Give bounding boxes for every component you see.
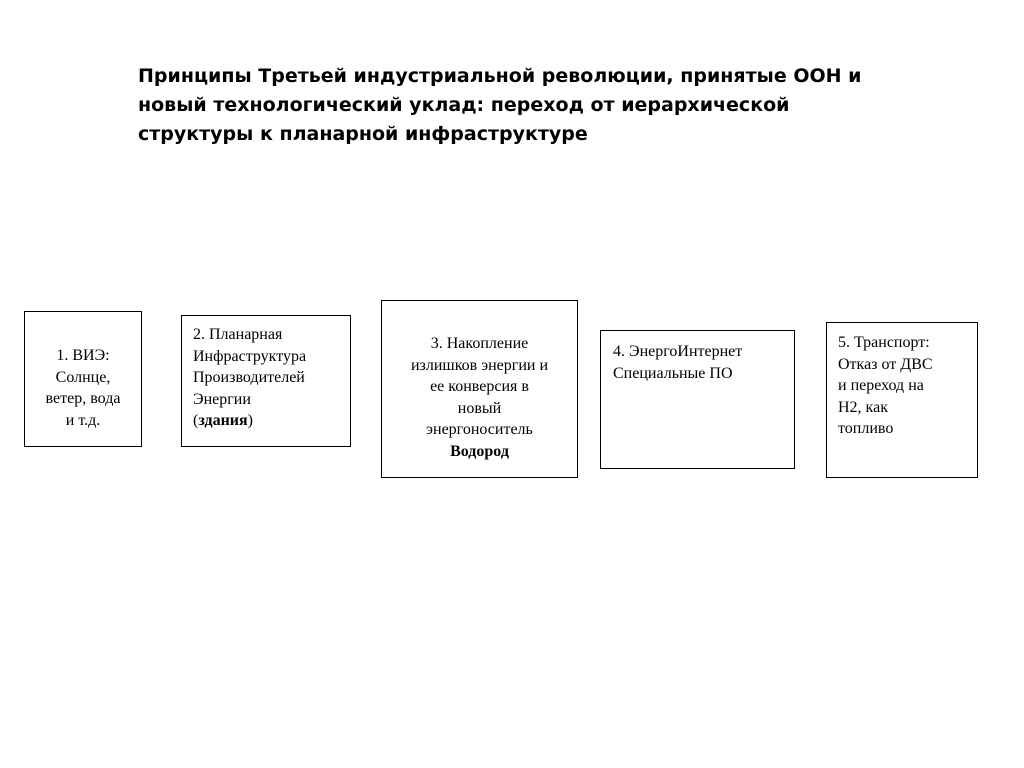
paren-close: ) xyxy=(247,412,253,429)
box-text-line: Специальные ПО xyxy=(613,364,733,382)
box-text-line: Солнце, xyxy=(55,368,111,386)
box-text-line: и т.д. xyxy=(65,411,101,429)
box-text-line: энергоноситель xyxy=(426,421,533,438)
slide-title xyxy=(138,62,918,149)
principle-box-2-planar-infrastructure xyxy=(181,315,351,447)
box-text-line: Отказ от ДВС xyxy=(838,355,933,373)
box-text-line-buildings xyxy=(193,410,350,432)
principle-box-3-energy-storage xyxy=(381,300,578,478)
box-text-line: топливо xyxy=(838,420,894,437)
paren-open: ( xyxy=(193,412,199,429)
bold-word-buildings: здания xyxy=(198,412,248,429)
box-text-line: и переход на xyxy=(838,377,924,394)
slide-title-line: Принципы Третьей индустриальной революции, принятые ООН и xyxy=(138,65,862,87)
box-text-line: излишков энергии и xyxy=(410,356,549,374)
box-text-line: Энергии xyxy=(193,390,251,408)
box-text-line: 5. Транспорт: xyxy=(838,334,930,351)
principle-box-5-transport xyxy=(826,322,978,478)
box-text-line: Инфраструктура xyxy=(193,347,307,365)
box-text-line: новый xyxy=(457,399,502,417)
box-text-line: 3. Накопление xyxy=(430,335,529,352)
box-text-line: 4. ЭнергоИнтернет xyxy=(613,343,743,360)
slide-title-line: структуры к планарной инфраструктуре xyxy=(138,123,588,145)
box-text-line: 1. ВИЭ: xyxy=(56,347,110,364)
box-text-line: ее конверсия в xyxy=(430,378,529,395)
box-text-line: ветер, вода xyxy=(45,390,121,407)
box-text-line: Производителей xyxy=(193,369,305,386)
box-text-line: H2, как xyxy=(838,398,888,416)
slide-title-line: новый технологический уклад: переход от иерархической xyxy=(138,94,790,116)
bold-word-hydrogen: Водород xyxy=(450,442,509,460)
box-text-line: 2. Планарная xyxy=(193,326,283,343)
principle-box-1-renewables xyxy=(24,311,142,447)
principle-box-4-energy-internet xyxy=(600,330,795,469)
